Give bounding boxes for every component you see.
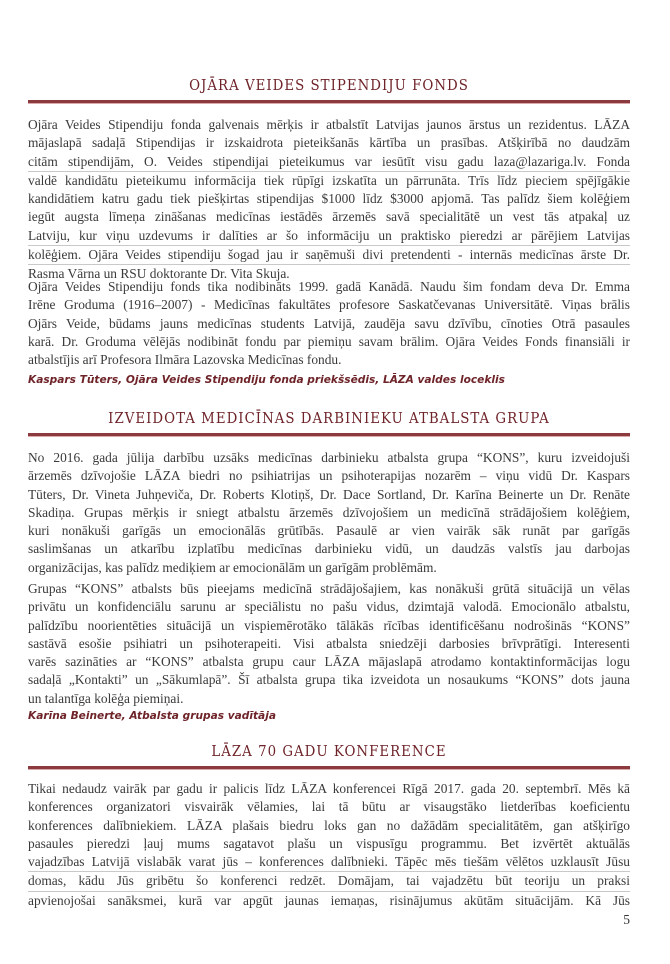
text-line: No 2016. gada jūlija darbību uzsāks medicīnas darbinieku atbalsta grupa “KONS”, kuru izveidojuši (28, 450, 630, 465)
text-line: domas, kādu Jūs gribētu šo konferenci redzēt. Domājam, tai vajadzētu būt teoriju un praksi (28, 872, 630, 891)
text-line: saslimšanas un atkarību izplatību medicīnas darbinieku vidū, un daudzās valstīs jau darbojas (28, 541, 630, 557)
text-line: konferences organizatori visvairāk vēlamies, lai tā būtu ar visaugstāko lietderības koeficientu (28, 799, 630, 815)
text-line: mājaslapā sadaļā Stipendijas ir izskaidrota pieteikšanās kārtība un prasības. Atšķirībā no daudzām (28, 135, 630, 151)
heading-rule (28, 766, 630, 770)
paragraph-atbalsta-grupa-2 (28, 580, 630, 708)
text-line: Ojāra Veides Stipendiju fonds tika nodibināts 1999. gadā Kanādā. Naudu šim fondam deva Dr. Emma (28, 279, 630, 294)
text-line: apvienojošai sanāksmei, kurā var apgūt jaunas iemaņas, risinājumus akūtām situācijām. Kā Jūs (28, 892, 630, 908)
text-line: atbalstījis arī Profesora Ilmāra Lazovska Medicīnas fondu. (28, 352, 342, 368)
text-line: organizācijas, kas palīdz mediķiem ar emocionālām un garīgām problēmām. (28, 559, 437, 575)
text-line: palīdzību noorientēties situācijā un vispiemērotāko tālākās rīcības identificēšanu nodrošinās “KONS” (28, 617, 630, 633)
text-line: sadaļā „Kontakti” un „Sākumlapā”. Šī atbalsta grupa tika izveidota un nosaukums “KONS” dots jauna (28, 672, 630, 688)
heading-rule (28, 100, 630, 104)
text-line: vajadzības Latvijā vislabāk varat jūs – konferences dalībnieki. Tāpēc mēs tiešām vēlētos uzklausīt Jūsu (28, 853, 630, 872)
text-line: Grupas “KONS” atbalsts būs pieejams medicīnā strādājošajiem, kas nonākuši grūtā situācijā un vēlas (28, 581, 630, 596)
heading-rule (28, 433, 630, 437)
text-line: kuri nonākuši garīgās un emocionālās grūtībās. Pasaulē ar vien vairāk sāk runāt par garīgās (28, 523, 630, 539)
text-line: Tikai nedaudz vairāk par gadu ir palicis līdz LĀZA konferencei Rīgā 2017. gada 20. septembrī. Mēs kā (28, 781, 630, 796)
text-line: kolēģiem. Ojāra Veides stipendiju šogad jau ir saņēmuši divi pretendenti - internās medicīnas ārste Dr. (28, 246, 630, 265)
text-line: sastāvā esošie psihiatri un psihoterapeiti. Visi atbalsta sniedzēji darbosies brīvprātīgi. Interesenti (28, 635, 630, 651)
paragraph-stipendiju-fonds-1 (28, 116, 630, 284)
text-line: Rasma Vārna un RSU doktorante Dr. Vita Skuja. (28, 266, 290, 282)
text-line: Ojāra Veides Stipendiju fonda galvenais mērķis ir atbalstīt Latvijas jaunos ārstus un rezidentus. LĀZA (28, 117, 630, 132)
paragraph-stipendiju-fonds-2 (28, 278, 630, 369)
page-number: 5 (623, 912, 630, 927)
section-heading-stipendiju-fonds: OJĀRA VEIDES STIPENDIJU FONDS (189, 78, 469, 94)
paragraph-konference-1 (28, 780, 630, 910)
text-line: Skadiņa. Grupas mērķis ir sniegt atbalstu ārzemēs dzīvojošiem un medicīnā strādājošiem kolēģiem, (28, 504, 630, 520)
text-line: ārzemēs dzīvojošie LĀZA biedri no psihiatrijas un psihoterapijas nozarēm – viņu vidū Dr. Kaspars (28, 468, 630, 484)
text-line: konferences dalībniekiem. LĀZA plašais biedru loks gan no dažādām specialitātēm, gan atšķirīgo (28, 817, 630, 833)
text-line: varēs sazināties ar “KONS” atbalsta grupu caur LĀZA mājaslapā atrodamo kontaktinformācijas logu (28, 654, 630, 670)
paragraph-atbalsta-grupa-1 (28, 449, 630, 577)
author-signature: Karīna Beinerte, Atbalsta grupas vadītāja (28, 710, 276, 722)
text-line: karā. Dr. Groduma vēlējās nodibināt fondu par piemiņu savam brālim. Ojāra Veides Fonds finansiāli ir (28, 333, 630, 349)
text-line: un talantīga kolēģa piemiņai. (28, 690, 184, 706)
section-heading-konference: LĀZA 70 GADU KONFERENCE (211, 744, 447, 760)
text-line: Irēne Groduma (1916–2007) - Medicīnas fakultātes profesore Saskatčevanas Universitātē. Viņas brālis (28, 297, 630, 313)
text-line: Tūters, Dr. Vineta Juhņeviča, Dr. Roberts Klotiņš, Dr. Dace Sortland, Dr. Karīna Beinerte un Dr. Renāte (28, 486, 630, 502)
text-line: valdē kandidātu pieteikumu informācija tiek rūpīgi izskatīta un pārrunāta. Trīs līdz pieciem spējīgākie (28, 172, 630, 188)
text-line: Ojārs Veide, būdams jauns medicīnas students Latvijā, zaudēja savu dzīvību, cīnoties Otrā pasaules (28, 315, 630, 331)
section-heading-atbalsta-grupa: IZVEIDOTA MEDICĪNAS DARBINIEKU ATBALSTA GRUPA (108, 411, 550, 427)
text-line: privātu un konfidenciālu sarunu ar speciālistu no pašu vidus, dzimtajā valodā. Emocionālo atbalstu, (28, 599, 630, 615)
text-line: iegūt augsta līmeņa zināšanas medicīnas iestādēs ārzemēs savā specialitātē un vest tās atpakaļ uz (28, 209, 630, 225)
author-signature: Kaspars Tūters, Ojāra Veides Stipendiju fonda priekšsēdis, LĀZA valdes loceklis (28, 374, 505, 386)
text-line: pasaules pieredzi ļauj mums sagatavot plašu un vispusīgu programmu. Bet izvērtēt aktuālās (28, 835, 630, 851)
text-line: Latviju, kur viņu uzdevums ir dalīties ar šo informāciju un praktisko pieredzi ar pārējiem Latvijas (28, 227, 630, 246)
text-line: citām stipendijām, O. Veides stipendijai pieteikumus var iesūtīt visu gadu laza@lazariga.lv. Fonda (28, 153, 630, 172)
text-line: kandidātiem katru gadu tiek piešķirtas stipendijas $1000 līdz $3000 apjomā. Tas palīdz šiem kolēģiem (28, 191, 630, 207)
